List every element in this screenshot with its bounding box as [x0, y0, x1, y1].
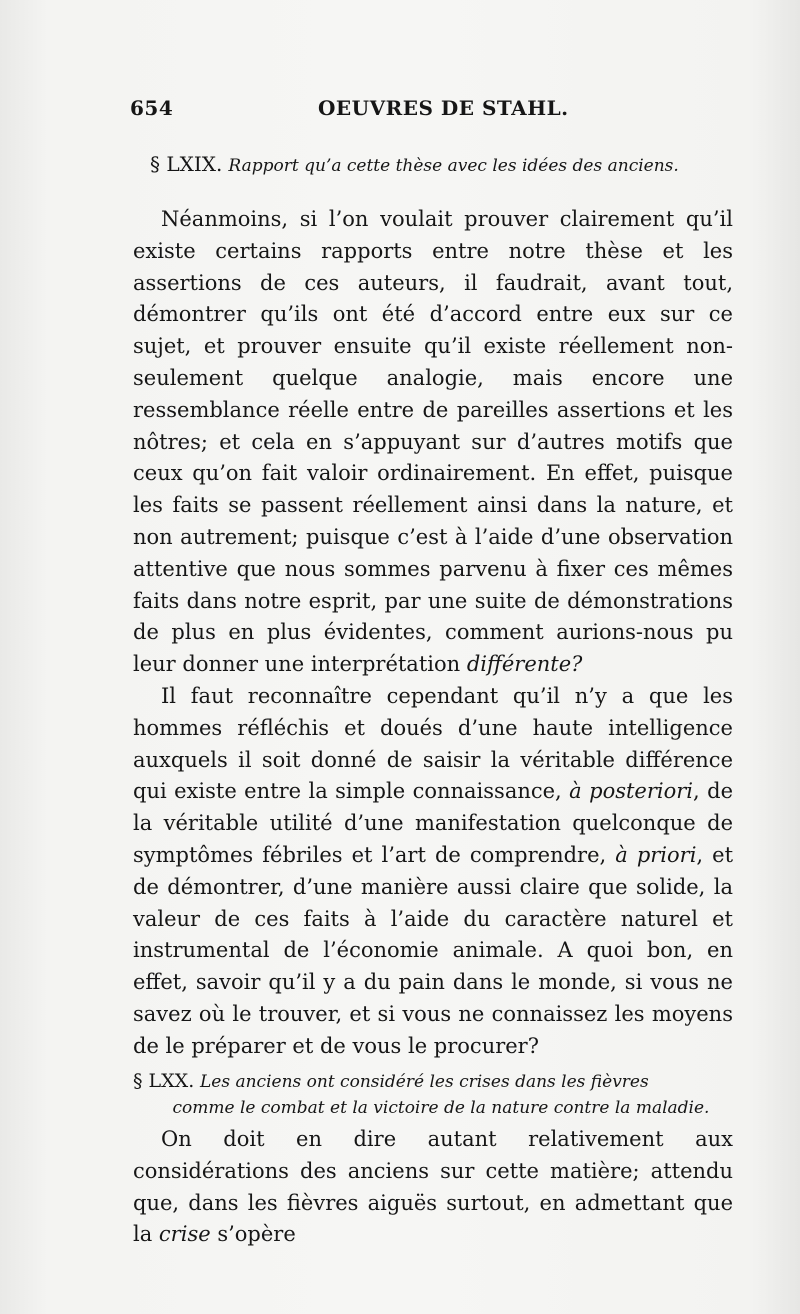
paragraph — [133, 681, 733, 1063]
running-title: OEUVRES DE STAHL. — [318, 96, 569, 120]
page-number: 654 — [130, 96, 174, 120]
emphasized-text: à priori — [615, 842, 697, 867]
text-block-2 — [133, 1124, 733, 1251]
text-block-1 — [133, 204, 733, 1063]
section-title-line: Les anciens ont considéré les crises dans les fièvres — [199, 1072, 649, 1092]
paragraph-text: Néanmoins, si l’on voulait prouver clairement qu’il existe certains rapports entre notre thèse et les assertions de ces auteurs, il faudrait, avant tout, démontrer qu’ils ont été d’accord entre eux sur ce sujet, et prouver ensuite qu’il existe réellement non-seulement quelque analogie, mais encore une ressemblance réelle entre de pareilles assertions et les nôtres; et cela en s’appuyant sur d’autres motifs que ceux qu’on fait valoir ordinairement. En effet, puisque les faits se passent réellement ainsi dans la nature, et non autrement; puisque c’est à l’aide d’une observation attentive que nous sommes parvenu à fixer ces mêmes faits dans notre esprit, par une suite de démonstrations de plus en plus évidentes, comment aurions-nous pu leur donner une interprétation — [133, 207, 733, 677]
paragraph-text: s’opère — [210, 1222, 296, 1247]
emphasized-text: crise — [158, 1222, 211, 1247]
section-heading-lxx — [133, 1068, 735, 1121]
section-heading-lxix — [150, 152, 750, 178]
section-number: § LXIX. — [150, 152, 223, 176]
paragraph-text: On doit en dire autant relativement aux considérations des anciens sur cette matière; attendu que, dans les fièvres aiguës surtout, en admettant que la — [133, 1127, 733, 1247]
section-number: § LXX. — [133, 1070, 195, 1092]
paragraph-text: Il faut reconnaître cependant qu’il n’y a que les hommes réfléchis et doués d’une haute intelligence auxquels il soit donné de saisir la véritable différence qui existe entre la simple connaissance, — [133, 683, 733, 804]
emphasized-text: à posteriori — [569, 779, 694, 804]
emphasized-text: différente? — [466, 652, 583, 677]
running-head — [130, 92, 730, 128]
paragraph — [133, 204, 733, 681]
section-title-line: comme le combat et la victoire de la nature contre la maladie. — [172, 1098, 710, 1118]
section-title: Rapport qu’a cette thèse avec les idées des anciens. — [228, 156, 679, 176]
paragraph — [133, 1124, 733, 1251]
paragraph-text: , de la véritable utilité d’une manifestation quelconque de symptômes fébriles et l’art de comprendre, — [133, 779, 733, 867]
paragraph-text: , et de démontrer, d’une manière aussi claire que solide, la valeur de ces faits à l’aide du caractère naturel et instrumental de l’économie animale. A quoi bon, en effet, savoir qu’il y a du pain dans le monde, si vous ne savez où le trouver, et si vous ne connaissez les moyens de le préparer et de vous le procurer? — [133, 842, 734, 1058]
